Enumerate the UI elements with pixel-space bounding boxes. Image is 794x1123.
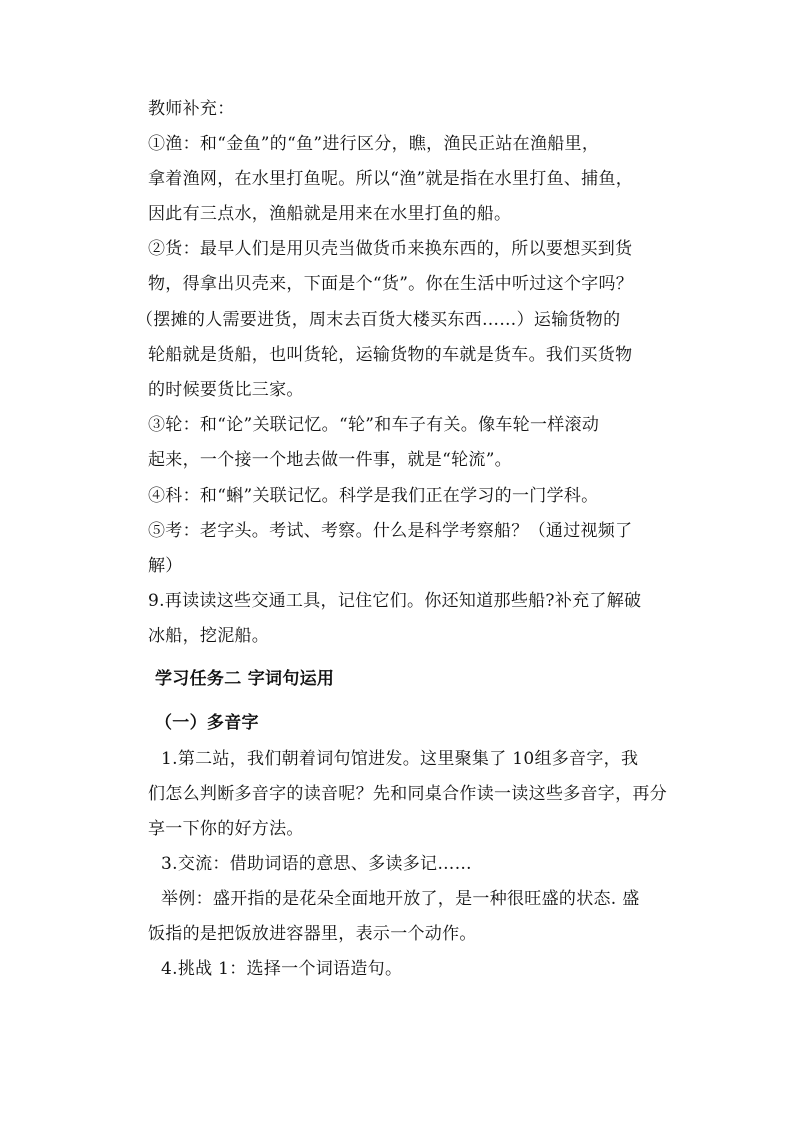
text-line: 物，得拿出贝壳来，下面是个“货”。你在生活中听过这个字吗？ <box>148 274 634 294</box>
text-line: ②货：最早人们是用贝壳当做货币来换东西的，所以要想买到货 <box>148 239 633 259</box>
text-line: 的时候要货比三家。 <box>148 380 304 400</box>
text-line: 拿着渔网，在水里打鱼呢。所以“渔”就是指在水里打鱼、捕鱼， <box>148 169 634 189</box>
text-line: 饭指的是把饭放进容器里，表示一个动作。 <box>148 924 477 944</box>
text-line: 3.交流：借助词语的意思、多读多记…… <box>161 854 472 874</box>
text-line: ①渔：和“金鱼”的“鱼”进行区分，瞧，渔民正站在渔船里， <box>148 134 600 154</box>
text-line: 因此有三点水，渔船就是用来在水里打鱼的船。 <box>148 204 512 224</box>
teacher-supplement-heading: 教师补充： <box>148 99 235 119</box>
text-line: ④科：和“蝌”关联记忆。科学是我们正在学习的一门学科。 <box>148 486 599 506</box>
text-line: 解） <box>148 556 183 576</box>
subsection-heading: （一）多音字 <box>155 713 259 733</box>
text-line: 举例：盛开指的是花朵全面地开放了，是一种很旺盛的状态. 盛 <box>161 889 640 909</box>
text-line: ③轮：和“论”关联记忆。“轮”和车子有关。像车轮一样滚动 <box>148 415 600 435</box>
text-line: （摆摊的人需要进货，周末去百货大楼买东西……）运输货物的 <box>136 310 621 330</box>
section-heading: 学习任务二 字词句运用 <box>155 669 335 689</box>
text-line: 9.再读读这些交通工具，记住它们。你还知道那些船?补充了解破 <box>148 591 642 611</box>
text-line: 轮船就是货船，也叫货轮，运输货物的车就是货车。我们买货物 <box>148 345 633 365</box>
text-line: 4.挑战 1：选择一个词语造句。 <box>161 959 403 979</box>
text-line: 们怎么判断多音字的读音呢？先和同桌合作读一读这些多音字，再分 <box>148 784 667 804</box>
text-line: 享一下你的好方法。 <box>148 819 304 839</box>
text-line: 冰船，挖泥船。 <box>148 626 270 646</box>
text-line: 起来，一个接一个地去做一件事，就是“轮流”。 <box>148 450 512 470</box>
text-line: 1.第二站，我们朝着词句馆进发。这里聚集了 10组多音字，我 <box>161 749 639 769</box>
text-line: ⑤考：老字头。考试、考察。什么是科学考察船？（通过视频了 <box>148 521 633 541</box>
